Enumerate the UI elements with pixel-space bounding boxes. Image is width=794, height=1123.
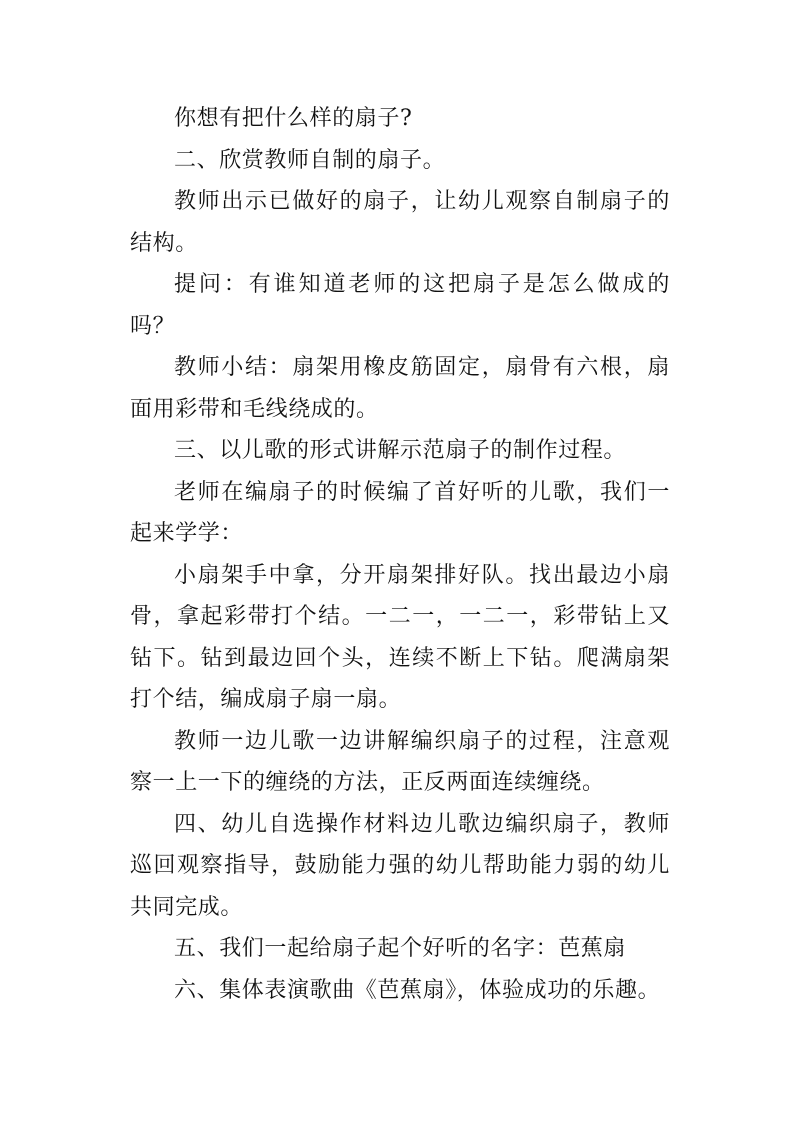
section-heading-5: 五、我们一起给扇子起个好听的名字：芭蕉扇 <box>174 936 627 961</box>
paragraph-summary: 教师小结：扇架用橡皮筋固定，扇骨有六根，扇面用彩带和毛线绕成的。 <box>130 355 670 422</box>
paragraph-question: 你想有把什么样的扇子? <box>174 106 413 131</box>
paragraph-ask: 提问：有谁知道老师的这把扇子是怎么做成的吗？ <box>130 272 670 339</box>
paragraph-explain: 教师一边儿歌一边讲解编织扇子的过程，注意观察一上一下的缠绕的方法，正反两面连续缠绕。 <box>130 728 670 795</box>
section-heading-4: 四、幼儿自选操作材料边儿歌边编织扇子，教师巡回观察指导，鼓励能力强的幼儿帮助能力弱的幼儿共同完成。 <box>130 811 670 920</box>
section-heading-6: 六、集体表演歌曲《芭蕉扇》，体验成功的乐趣。 <box>174 977 661 1003</box>
paragraph-song-intro: 老师在编扇子的时候编了首好听的儿歌，我们一起来学学： <box>130 479 670 546</box>
section-heading-2: 二、欣赏教师自制的扇子。 <box>174 147 446 173</box>
paragraph-teacher-show: 教师出示已做好的扇子，让幼儿观察自制扇子的结构。 <box>130 189 670 256</box>
document-page <box>130 98 670 1011</box>
section-heading-3: 三、以儿歌的形式讲解示范扇子的制作过程。 <box>174 438 627 463</box>
paragraph-song-lyrics: 小扇架手中拿，分开扇架排好队。找出最边小扇骨，拿起彩带打个结。一二一，一二一，彩带钻上又钻下。钻到最边回个头，连续不断上下钻。爬满扇架打个结，编成扇子扇一扇。 <box>130 562 670 712</box>
